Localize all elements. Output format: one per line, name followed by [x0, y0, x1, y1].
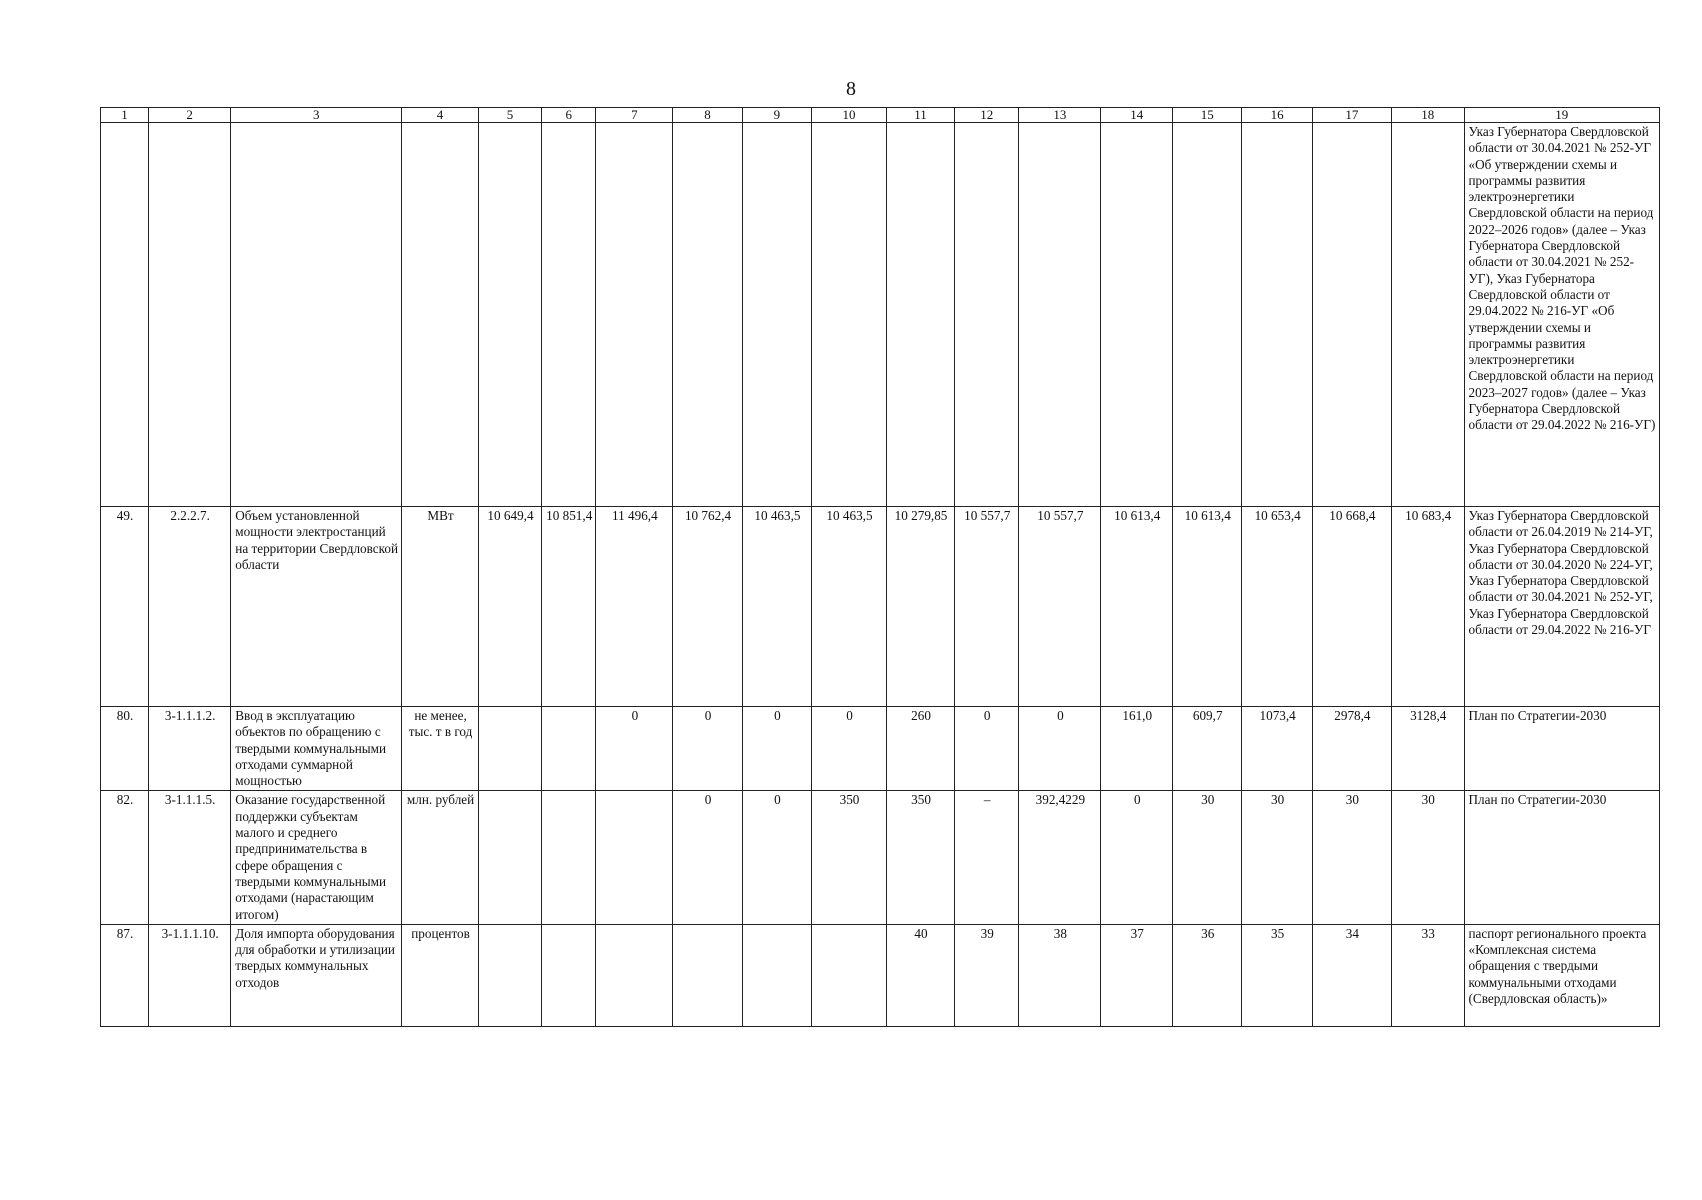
- value-cell: 0: [742, 707, 811, 791]
- value-cell: [596, 123, 673, 507]
- table-row: [101, 507, 1660, 707]
- value-cell: [478, 791, 541, 924]
- value-cell: [478, 707, 541, 791]
- column-header: 12: [955, 108, 1019, 123]
- value-cell: [541, 707, 595, 791]
- value-cell: 10 653,4: [1242, 507, 1312, 707]
- column-header: 4: [402, 108, 479, 123]
- value-cell: [742, 123, 811, 507]
- column-header: 11: [886, 108, 954, 123]
- value-cell: [1391, 123, 1464, 507]
- value-cell: 34: [1312, 924, 1391, 1026]
- value-cell: 37: [1101, 924, 1173, 1026]
- row-number-cell: 49.: [101, 507, 149, 707]
- value-cell: [673, 924, 742, 1026]
- value-cell: 260: [886, 707, 954, 791]
- value-cell: 39: [955, 924, 1019, 1026]
- value-cell: 30: [1173, 791, 1242, 924]
- value-cell: 11 496,4: [596, 507, 673, 707]
- indicator-name-cell: [231, 123, 402, 507]
- column-header: 10: [812, 108, 887, 123]
- column-header: 8: [673, 108, 742, 123]
- value-cell: 609,7: [1173, 707, 1242, 791]
- value-cell: 10 762,4: [673, 507, 742, 707]
- page-number: 8: [846, 78, 856, 100]
- value-cell: 161,0: [1101, 707, 1173, 791]
- value-cell: 10 613,4: [1101, 507, 1173, 707]
- value-cell: 392,4229: [1019, 791, 1101, 924]
- indicator-code-cell: 3-1.1.1.5.: [149, 791, 231, 924]
- value-cell: 10 683,4: [1391, 507, 1464, 707]
- value-cell: [1312, 123, 1391, 507]
- value-cell: 36: [1173, 924, 1242, 1026]
- unit-cell: процентов: [402, 924, 479, 1026]
- value-cell: [742, 924, 811, 1026]
- unit-cell: [402, 123, 479, 507]
- indicators-table: [100, 107, 1660, 1027]
- value-cell: [812, 924, 887, 1026]
- value-cell: 3128,4: [1391, 707, 1464, 791]
- indicator-code-cell: 3-1.1.1.2.: [149, 707, 231, 791]
- indicator-code-cell: [149, 123, 231, 507]
- table-row: [101, 123, 1660, 507]
- unit-cell: не менее, тыс. т в год: [402, 707, 479, 791]
- indicator-name-cell: Объем установленной мощности электростанций на территории Свердловской области: [231, 507, 402, 707]
- column-header: 1: [101, 108, 149, 123]
- value-cell: [478, 123, 541, 507]
- column-header: 19: [1464, 108, 1660, 123]
- column-header: 13: [1019, 108, 1101, 123]
- column-header: 15: [1173, 108, 1242, 123]
- value-cell: 40: [886, 924, 954, 1026]
- column-header: 3: [231, 108, 402, 123]
- column-header: 17: [1312, 108, 1391, 123]
- value-cell: 10 463,5: [742, 507, 811, 707]
- column-header: 9: [742, 108, 811, 123]
- source-document-cell: План по Стратегии-2030: [1464, 707, 1660, 791]
- value-cell: 0: [1019, 707, 1101, 791]
- source-document-cell: Указ Губернатора Свердловской области от 30.04.2021 № 252-УГ «Об утверждении схемы и программы развития электроэнергетики Свердловской области на период 2022–2026 годов» (далее – Указ Губернатора Свердловской области от 30.04.2021 № 252-УГ), Указ Губернатора Свердловской области от 29.04.2022 № 216-УГ «Об утверждении схемы и программы развития электроэнергетики Свердловской области на период 2023–2027 годов» (далее – Указ Губернатора Свердловской области от 29.04.2022 № 216-УГ): [1464, 123, 1660, 507]
- value-cell: 0: [955, 707, 1019, 791]
- column-header: 18: [1391, 108, 1464, 123]
- value-cell: 0: [596, 707, 673, 791]
- indicator-name-cell: Ввод в эксплуатацию объектов по обращению с твердыми коммунальными отходами суммарной мощностью: [231, 707, 402, 791]
- unit-cell: млн. рублей: [402, 791, 479, 924]
- value-cell: [1242, 123, 1312, 507]
- value-cell: 35: [1242, 924, 1312, 1026]
- column-header: 2: [149, 108, 231, 123]
- value-cell: [1173, 123, 1242, 507]
- value-cell: [673, 123, 742, 507]
- value-cell: 1073,4: [1242, 707, 1312, 791]
- value-cell: [1019, 123, 1101, 507]
- row-number-cell: 82.: [101, 791, 149, 924]
- row-number-cell: 87.: [101, 924, 149, 1026]
- indicator-code-cell: 2.2.2.7.: [149, 507, 231, 707]
- value-cell: 350: [812, 791, 887, 924]
- value-cell: [596, 924, 673, 1026]
- value-cell: 10 613,4: [1173, 507, 1242, 707]
- column-header: 6: [541, 108, 595, 123]
- value-cell: 0: [1101, 791, 1173, 924]
- value-cell: 10 649,4: [478, 507, 541, 707]
- table-row: [101, 791, 1660, 924]
- value-cell: 0: [673, 791, 742, 924]
- value-cell: 0: [742, 791, 811, 924]
- table-row: [101, 707, 1660, 791]
- unit-cell: МВт: [402, 507, 479, 707]
- value-cell: [812, 123, 887, 507]
- indicator-code-cell: 3-1.1.1.10.: [149, 924, 231, 1026]
- value-cell: 38: [1019, 924, 1101, 1026]
- indicator-name-cell: Оказание государственной поддержки субъектам малого и среднего предпринимательства в сфере обращения с твердыми коммунальными отходами (нарастающим итогом): [231, 791, 402, 924]
- value-cell: [541, 924, 595, 1026]
- column-number-row: [101, 108, 1660, 123]
- source-document-cell: План по Стратегии-2030: [1464, 791, 1660, 924]
- indicator-name-cell: Доля импорта оборудования для обработки и утилизации твердых коммунальных отходов: [231, 924, 402, 1026]
- column-header: 7: [596, 108, 673, 123]
- value-cell: 10 557,7: [955, 507, 1019, 707]
- source-document-cell: паспорт регионального проекта «Комплексная система обращения с твердыми коммунальными отходами (Свердловская область)»: [1464, 924, 1660, 1026]
- value-cell: 0: [812, 707, 887, 791]
- column-header: 16: [1242, 108, 1312, 123]
- value-cell: 10 463,5: [812, 507, 887, 707]
- value-cell: 2978,4: [1312, 707, 1391, 791]
- value-cell: [596, 791, 673, 924]
- value-cell: [541, 123, 595, 507]
- source-document-cell: Указ Губернатора Свердловской области от 26.04.2019 № 214-УГ, Указ Губернатора Свердловской области от 30.04.2020 № 224-УГ, Указ Губернатора Свердловской области от 30.04.2021 № 252-УГ, Указ Губернатора Свердловской области от 29.04.2022 № 216-УГ: [1464, 507, 1660, 707]
- value-cell: 0: [673, 707, 742, 791]
- row-number-cell: [101, 123, 149, 507]
- value-cell: 350: [886, 791, 954, 924]
- row-number-cell: 80.: [101, 707, 149, 791]
- value-cell: 33: [1391, 924, 1464, 1026]
- value-cell: 10 557,7: [1019, 507, 1101, 707]
- value-cell: 30: [1242, 791, 1312, 924]
- column-header: 14: [1101, 108, 1173, 123]
- value-cell: [1101, 123, 1173, 507]
- table-row: [101, 924, 1660, 1026]
- value-cell: 30: [1391, 791, 1464, 924]
- value-cell: 10 668,4: [1312, 507, 1391, 707]
- value-cell: 10 851,4: [541, 507, 595, 707]
- value-cell: [541, 791, 595, 924]
- value-cell: –: [955, 791, 1019, 924]
- value-cell: [478, 924, 541, 1026]
- value-cell: [955, 123, 1019, 507]
- value-cell: [886, 123, 954, 507]
- column-header: 5: [478, 108, 541, 123]
- value-cell: 30: [1312, 791, 1391, 924]
- value-cell: 10 279,85: [886, 507, 954, 707]
